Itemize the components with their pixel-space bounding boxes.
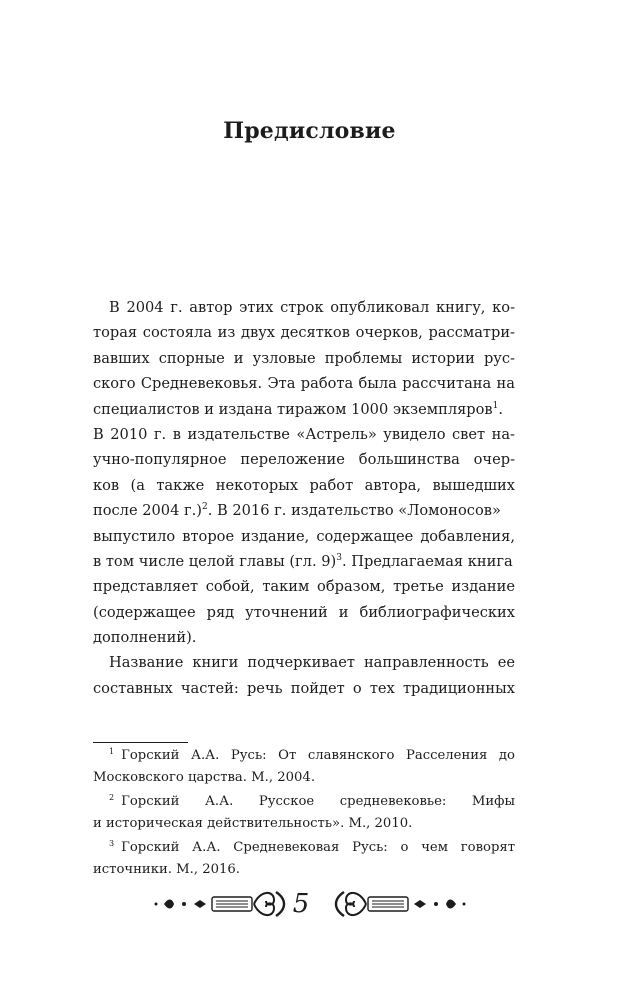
footnote-line (93, 745, 515, 767)
text-fragment: специалистов и издана тиражом 1000 экземпляров (93, 400, 493, 418)
footnote-line: Московского царства. М., 2004. (93, 769, 316, 785)
footnote-ref-1[interactable]: 1 (492, 400, 499, 411)
text-line: (содержащее ряд уточнений и библиографических (93, 603, 515, 621)
footnote-mark: 1 (109, 747, 115, 756)
text-line (93, 498, 515, 523)
main-text (93, 295, 515, 701)
footnote-line: источники. М., 2016. (93, 861, 240, 877)
footnote-text: Горский А.А. Средневековая Русь: о чем говорят (121, 840, 515, 855)
text-line: ков (а также некоторых работ автора, вышедших (93, 476, 515, 494)
ornament-right (336, 892, 466, 916)
text-line: ского Средневековья. Эта работа была рассчитана на (93, 375, 515, 393)
text-line: представляет собой, таким образом, третье издание (93, 578, 515, 596)
text-fragment: после 2004 г.) (93, 502, 202, 520)
page-title: Предисловие (223, 118, 396, 144)
text-line: Название книги подчеркивает направленность ее (109, 654, 515, 672)
footnote-ref-2[interactable]: 2 (202, 502, 208, 513)
text-line: учно-популярное переложение большинства очер- (93, 451, 515, 469)
footnote-ref-3[interactable]: 3 (336, 552, 342, 563)
footnote-mark: 2 (109, 793, 115, 802)
text-line (93, 549, 515, 574)
text-line: специалистов и издана тиражом 1000 экземпляров$^1$. (93, 400, 504, 418)
footnotes (93, 745, 515, 880)
footnote-line: и историческая действительность». М., 2010. (93, 815, 413, 831)
text-fragment: . В 2016 г. издательство «Ломоносов» (207, 502, 501, 520)
footnote-text: Горский А.А. Русь: От славянского Расселения до (121, 748, 515, 763)
ornament-left (155, 892, 285, 916)
text-line: вавших спорные и узловые проблемы истории рус- (93, 349, 515, 367)
text-fragment: в том числе целой главы (гл. 9) (93, 552, 337, 570)
text-line: торая состояла из двух десятков очерков, рассматри- (93, 324, 515, 342)
footnote-text: Горский А.А. Русское средневековье: Мифы (121, 794, 515, 809)
text-line: дополнений). (93, 629, 197, 647)
footnote-line (93, 837, 515, 859)
footnote-divider (93, 742, 188, 743)
page-number: 5 (292, 889, 310, 919)
text-line: составных частей: речь пойдет о тех традиционных (93, 679, 515, 697)
text-line: В 2010 г. в издательстве «Астрель» увидело свет на- (93, 425, 515, 443)
text-line: В 2004 г. автор этих строк опубликовал книгу, ко- (109, 299, 515, 316)
text-line: выпустило второе издание, содержащее добавления, (93, 527, 515, 545)
text-fragment: . Предлагаемая книга (341, 552, 513, 570)
footnote-mark: 3 (109, 839, 115, 848)
footnote-line (93, 791, 515, 813)
